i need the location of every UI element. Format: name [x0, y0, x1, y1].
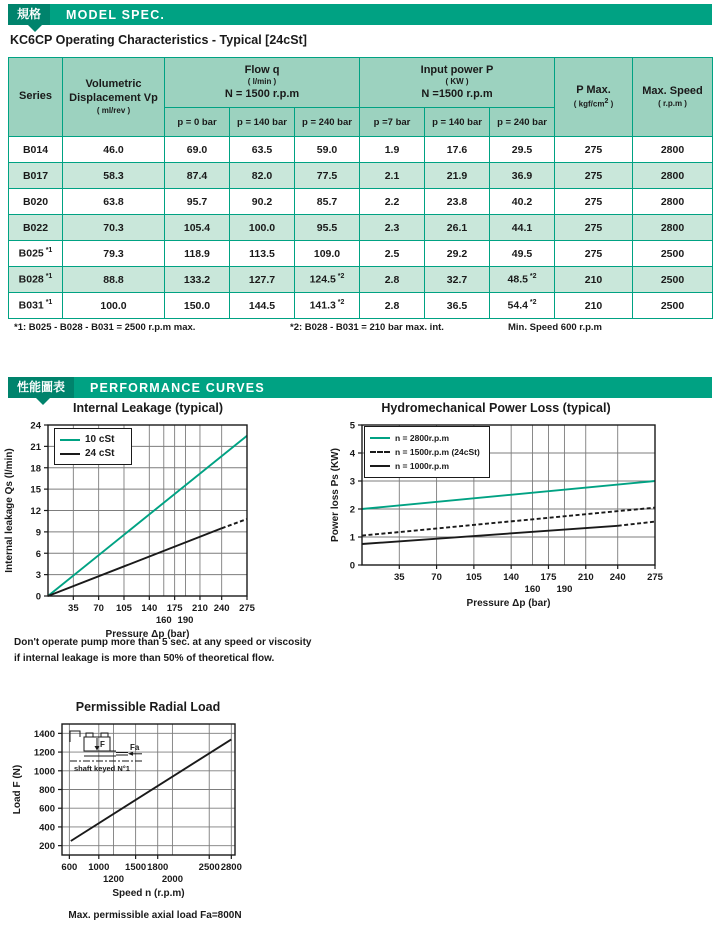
table-cell: 141.3 $^{*2}$	[295, 293, 360, 319]
table-cell: 40.2	[490, 189, 555, 215]
table-cell: 58.3	[63, 163, 165, 189]
chart-legend	[54, 428, 132, 465]
y-tick-label: 6	[35, 548, 41, 560]
inset-f-label: F	[100, 740, 105, 749]
x-tick-label-row2: 2000	[161, 874, 183, 885]
y-tick-label: 800	[39, 785, 55, 796]
table-cell: 90.2	[230, 189, 295, 215]
internal-leakage-plot	[0, 401, 335, 651]
subcol-power-140bar: p = 140 bar	[425, 108, 490, 137]
table-cell: B017	[9, 163, 63, 189]
x-tick-label: 210	[192, 603, 208, 614]
legend-line-sample	[370, 437, 390, 439]
col-header-volumetric-displacement: Volumetric Displacement Vp ( ml/rev )	[63, 58, 165, 137]
axial-load-caption: Max. permissible axial load Fa=800N	[68, 910, 242, 921]
model-spec-label: MODEL SPEC.	[66, 7, 166, 22]
table-cell: 46.0	[63, 137, 165, 163]
table-cell: 109.0	[295, 241, 360, 267]
table-cell: 29.5	[490, 137, 555, 163]
x-tick-label-row2: 190	[556, 584, 573, 595]
x-tick-label: 105	[116, 603, 132, 614]
x-tick-label: 175	[540, 572, 557, 583]
table-cell: 63.8	[63, 189, 165, 215]
footnote-1: *1: B025 - B028 - B031 = 2500 r.p.m max.	[14, 322, 196, 333]
table-row	[9, 163, 713, 189]
y-tick-label: 9	[35, 527, 41, 539]
legend-entry	[370, 461, 484, 471]
table-cell: 2.2	[360, 189, 425, 215]
x-tick-label: 1000	[88, 862, 110, 873]
performance-curves-band	[8, 377, 712, 398]
y-tick-label: 15	[30, 484, 41, 496]
legend-label: 10 cSt	[85, 434, 115, 445]
table-cell: 100.0	[230, 215, 295, 241]
x-tick-label: 105	[465, 572, 482, 583]
model-spec-band	[8, 4, 712, 25]
table-cell: 118.9	[165, 241, 230, 267]
table-cell: 36.5	[425, 293, 490, 319]
x-tick-label: 140	[141, 603, 158, 614]
chart-legend	[364, 426, 490, 478]
x-tick-label: 70	[431, 572, 442, 583]
y-tick-label: 21	[30, 441, 41, 453]
x-tick-label: 2800	[220, 862, 242, 873]
table-body	[9, 137, 713, 319]
table-cell: B022	[9, 215, 63, 241]
y-tick-label: 600	[39, 803, 55, 815]
y-tick-label: 12	[30, 506, 41, 517]
table-row	[9, 137, 713, 163]
table-row	[9, 267, 713, 293]
table-cell: B025 $^{*1}$	[9, 241, 63, 267]
table-cell: 79.3	[63, 241, 165, 267]
table-cell: 2.8	[360, 293, 425, 319]
y-tick-label: 1000	[33, 766, 55, 778]
table-cell: 48.5 $^{*2}$	[490, 267, 555, 293]
table-cell: 32.7	[425, 267, 490, 293]
table-cell: 275	[555, 215, 633, 241]
table-cell: 49.5	[490, 241, 555, 267]
table-cell: 113.5	[230, 241, 295, 267]
band-pointer-triangle	[28, 25, 42, 32]
inset-fa-label: Fa	[130, 743, 140, 752]
x-tick-label: 1800	[147, 862, 169, 873]
y-tick-label: 3	[349, 476, 355, 488]
table-cell: 2800	[633, 137, 713, 163]
table-cell: 133.2	[165, 267, 230, 293]
subcol-flow-140bar: p = 140 bar	[230, 108, 295, 137]
table-cell: 95.5	[295, 215, 360, 241]
table-cell: 44.1	[490, 215, 555, 241]
col-header-p-max: P Max. ( kgf/$cm^2$ )	[555, 58, 633, 137]
legend-entry	[370, 447, 484, 457]
table-cell: 87.4	[165, 163, 230, 189]
subcol-flow-0bar: p = 0 bar	[165, 108, 230, 137]
x-tick-label: 2500	[198, 862, 220, 873]
operating-characteristics-table	[8, 57, 713, 319]
x-tick-label: 35	[68, 603, 79, 614]
y-axis-label: Power loss Ps (KW)	[330, 448, 341, 542]
legend-label: n = 2800r.p.m	[395, 433, 450, 443]
table-cell: 26.1	[425, 215, 490, 241]
table-cell: 2800	[633, 163, 713, 189]
table-cell: 275	[555, 241, 633, 267]
legend-line-sample	[60, 439, 80, 441]
col-header-series: Series	[9, 58, 63, 137]
table-cell: B014	[9, 137, 63, 163]
x-tick-label: 600	[61, 862, 78, 873]
hydromechanical-power-loss-chart	[330, 401, 680, 616]
x-tick-label-row2: 190	[177, 615, 194, 626]
table-cell: 2500	[633, 267, 713, 293]
table-cell: 127.7	[230, 267, 295, 293]
table-cell: 150.0	[165, 293, 230, 319]
table-cell: 36.9	[490, 163, 555, 189]
col-header-input-power: Input power P ( KW ) N =1500 r.p.m	[360, 58, 555, 108]
y-tick-label: 1	[349, 532, 355, 544]
y-tick-label: 200	[39, 841, 55, 853]
y-tick-label: 4	[349, 448, 355, 460]
table-cell: 82.0	[230, 163, 295, 189]
chart-title: Internal Leakage (typical)	[72, 401, 224, 415]
chart-title: Hydromechanical Power Loss (typical)	[381, 401, 611, 415]
y-tick-label: 24	[30, 420, 41, 432]
x-tick-label: 275	[647, 572, 663, 583]
col-header-flow: Flow q ( l/min ) N = 1500 r.p.m	[165, 58, 360, 108]
legend-label: n = 1000r.p.m	[395, 461, 450, 471]
x-tick-label: 140	[503, 572, 520, 583]
table-cell: 77.5	[295, 163, 360, 189]
footnote-min-speed: Min. Speed 600 r.p.m	[508, 322, 602, 333]
table-cell: 23.8	[425, 189, 490, 215]
table-cell: 275	[555, 137, 633, 163]
x-axis-label: Pressure Δp (bar)	[105, 629, 190, 640]
table-cell: 2800	[633, 189, 713, 215]
y-tick-label: 0	[35, 591, 41, 603]
legend-entry	[60, 434, 126, 445]
table-cell: 275	[555, 163, 633, 189]
series-line	[48, 528, 222, 596]
table-cell: 54.4 $^{*2}$	[490, 293, 555, 319]
table-row	[9, 215, 713, 241]
table-cell: 63.5	[230, 137, 295, 163]
y-tick-label: 1200	[33, 747, 55, 759]
legend-line-sample	[60, 453, 80, 455]
table-cell: 70.3	[63, 215, 165, 241]
y-tick-label: 2	[349, 504, 355, 516]
radial-load-plot	[0, 700, 310, 905]
table-cell: 105.4	[165, 215, 230, 241]
leakage-note-line1: Don't operate pump more than 5 sec. at any speed or viscosity	[14, 637, 312, 648]
series-line	[362, 508, 655, 536]
y-tick-label: 0	[349, 560, 355, 572]
page-title: KC6CP Operating Characteristics - Typical [24cSt]	[10, 33, 307, 47]
x-axis-label: Pressure Δp (bar)	[466, 598, 551, 609]
x-tick-label: 35	[394, 572, 405, 583]
leakage-note-line2: if internal leakage is more than 50% of theoretical flow.	[14, 653, 275, 664]
series-line	[618, 522, 655, 526]
table-cell: 85.7	[295, 189, 360, 215]
x-axis-label: Speed n (r.p.m)	[112, 888, 185, 899]
x-tick-label: 175	[166, 603, 183, 614]
legend-entry	[60, 448, 126, 459]
table-row	[9, 189, 713, 215]
series-line	[362, 481, 655, 509]
y-tick-label: 400	[39, 822, 55, 834]
x-tick-label: 210	[577, 572, 594, 583]
table-cell: B020	[9, 189, 63, 215]
x-tick-label-row2: 160	[524, 584, 541, 595]
inset-caption: shaft keyed N°1	[74, 764, 130, 773]
y-axis-label: Load F (N)	[12, 764, 23, 815]
performance-cjk-label: 性能圖表	[8, 377, 74, 398]
series-line	[222, 519, 247, 528]
x-tick-label: 240	[609, 572, 626, 583]
table-cell: 124.5 $^{*2}$	[295, 267, 360, 293]
table-cell: 1.9	[360, 137, 425, 163]
table-cell: 21.9	[425, 163, 490, 189]
x-tick-label-row2: 160	[155, 615, 172, 626]
table-cell: 144.5	[230, 293, 295, 319]
performance-label: PERFORMANCE CURVES	[90, 380, 265, 395]
model-spec-cjk-label: 規格	[8, 4, 50, 25]
table-cell: 210	[555, 267, 633, 293]
footnote-2: *2: B028 - B031 = 210 bar max. int.	[290, 322, 444, 333]
x-tick-label: 70	[93, 603, 104, 614]
table-cell: 88.8	[63, 267, 165, 293]
col-header-max-speed: Max. Speed ( r.p.m )	[633, 58, 713, 137]
legend-line-sample	[370, 451, 390, 453]
table-cell: 275	[555, 189, 633, 215]
y-tick-label: 5	[349, 420, 355, 432]
table-row	[9, 241, 713, 267]
x-tick-label-row2: 1200	[102, 874, 125, 885]
x-tick-label: 1500	[125, 862, 147, 873]
x-tick-label: 275	[239, 603, 255, 614]
legend-line-sample	[370, 465, 390, 467]
legend-label: 24 cSt	[85, 448, 115, 459]
chart-title: Permissible Radial Load	[75, 700, 221, 714]
table-cell: 2800	[633, 215, 713, 241]
table-cell: B031 $^{*1}$	[9, 293, 63, 319]
table-cell: 59.0	[295, 137, 360, 163]
table-cell: 2500	[633, 241, 713, 267]
table-cell: 2.8	[360, 267, 425, 293]
subcol-flow-240bar: p = 240 bar	[295, 108, 360, 137]
legend-label: n = 1500r.p.m (24cSt)	[395, 447, 480, 457]
y-tick-label: 3	[35, 570, 41, 582]
y-tick-label: 18	[30, 463, 41, 475]
legend-entry	[370, 433, 484, 443]
internal-leakage-chart	[0, 401, 335, 651]
table-row	[9, 293, 713, 319]
subcol-power-240bar: p = 240 bar	[490, 108, 555, 137]
table-cell: 29.2	[425, 241, 490, 267]
table-cell: 2.3	[360, 215, 425, 241]
series-line	[362, 526, 618, 544]
y-tick-label: 1400	[33, 728, 55, 740]
y-axis-label: Internal leakage Qs (l/min)	[4, 448, 15, 573]
table-cell: B028 $^{*1}$	[9, 267, 63, 293]
table-cell: 17.6	[425, 137, 490, 163]
table-cell: 2.5	[360, 241, 425, 267]
table-cell: 100.0	[63, 293, 165, 319]
table-cell: 2500	[633, 293, 713, 319]
table-cell: 95.7	[165, 189, 230, 215]
subcol-power-7bar: p =7 bar	[360, 108, 425, 137]
table-cell: 69.0	[165, 137, 230, 163]
series-line	[71, 739, 232, 841]
table-cell: 2.1	[360, 163, 425, 189]
x-tick-label: 240	[213, 603, 230, 614]
table-cell: 210	[555, 293, 633, 319]
permissible-radial-load-chart	[0, 700, 310, 935]
